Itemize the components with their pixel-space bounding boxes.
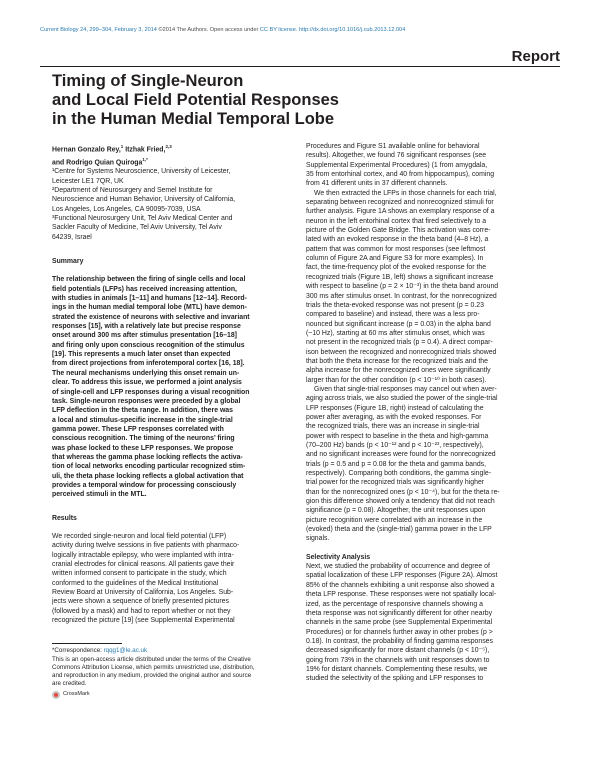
body-line: spatial localization of these LFP responses (Figure 2A). Almost <box>306 572 498 580</box>
body-line: from 41 different units in 37 different channels. <box>306 180 448 188</box>
body-line: trials (p = 0.5 and p = 0.08 for the theta and gamma bands, <box>306 460 487 468</box>
title-line: Timing of Single-Neuron <box>52 72 244 90</box>
results-heading: Results <box>52 514 77 522</box>
body-line: 300 ms after stimulus onset. In contrast, for the nonrecognized <box>306 292 497 300</box>
body-line: and no significant increases were found for the nonrecognized <box>306 451 496 459</box>
results-line: cranial electrodes for clinical reasons. All patients gave their <box>52 561 235 568</box>
summary-line: conscious recognition. The timing of the neurons’ firing <box>52 435 235 443</box>
para-1 <box>306 142 559 189</box>
summary-line: was phase locked to these LFP responses. We propose <box>52 444 234 452</box>
body-line: than for the nonrecognized ones (p < 10⁻⁴), but for the theta re- <box>306 488 500 496</box>
summary-line: tion of local networks encoding particular recognized stim- <box>52 463 246 471</box>
results-line: logically intractable epilepsy, who were implanted with intra- <box>52 551 234 559</box>
summary-line: perceived stimuli in the MTL. <box>52 491 147 499</box>
body-line: lated with an evoked response in the theta band (4–8 Hz), a <box>306 236 489 244</box>
body-line: larger than for the other condition (p < 10⁻¹⁰ in both cases). <box>306 376 487 384</box>
body-line: the recognized trials, there was an increase in single-trial <box>306 423 480 431</box>
body-line: pattern that was common for most responses (see leftmost <box>306 245 486 253</box>
summary-line: of single-cell and LFP responses during a visual recognition <box>52 388 250 396</box>
summary-line: responses [15], with a relatively late but precise response <box>52 323 241 331</box>
summary-line: provides a temporal window for processing consciously <box>52 481 237 489</box>
footnote-rule <box>52 643 122 644</box>
body-line: picture recognition were correlated with an increase in the <box>306 516 483 524</box>
correspondence: *Correspondence: rqqg1@le.ac.uk <box>52 647 148 655</box>
affiliation-line: Neuroscience and Human Behavior, University of California, <box>52 196 236 204</box>
body-line: with respect to baseline (p = 2 × 10⁻³) in the theta band around <box>306 283 499 291</box>
body-line: (evoked) theta and the (single-trial) gamma power in the LFP <box>306 526 492 534</box>
body-line: trials the theta-evoked response was not present (p = 0.23 <box>306 301 484 309</box>
journal-citation: Current Biology 24, 299–304, February 3, 2014 <box>40 27 157 33</box>
summary-line: task. Single-neuron responses were preceded by a global <box>52 397 241 405</box>
body-line: LFP responses (Figure 1B, right) instead of calculating the <box>306 404 484 412</box>
summary-line: strated the existence of neurons with selective and invariant <box>52 313 250 321</box>
body-line: compared to baseline) and instead, there was a less pro- <box>306 311 480 319</box>
body-line: fact, the time-frequency plot of the evoked response for the <box>306 264 487 272</box>
results-line: conformed to the guidelines of the Medical Institutional <box>52 579 219 587</box>
body-line: Procedures and Figure S1 available online for behavioral <box>306 143 480 150</box>
selectivity-heading: Selectivity Analysis <box>306 553 371 561</box>
title-line: in the Human Medial Temporal Lobe <box>52 110 335 128</box>
summary-line: gamma power. These LFP responses correlated with <box>52 425 224 433</box>
body-line: Procedures) or for channels further away in other probes (p > <box>306 628 493 636</box>
affiliation-line: ³Functional Neurosurgery Unit, Tel Aviv Medical Center and <box>52 215 233 222</box>
body-line: further analysis. Figure 1A shows an exemplary response of a <box>306 208 495 216</box>
license-line: and reproduction in any medium, provided the original author and source <box>52 672 252 680</box>
body-line: aging across trials, we also studied the power of the single-trial <box>306 395 498 403</box>
summary-line: field potentials (LFPs) has received increasing attention, <box>52 285 237 293</box>
crossmark-icon <box>52 691 60 699</box>
license-line: Commons Attribution License, which permits unrestricted use, distribution, <box>52 663 255 671</box>
header-rule <box>40 66 560 67</box>
summary-line: that whereas the gamma phase locking reflects the activa- <box>52 453 243 461</box>
crossmark-label: CrossMark <box>63 691 90 698</box>
body-line: ison between the recognized and nonrecognized trials showed <box>306 348 497 356</box>
affiliation-line: Los Angeles, Los Angeles, CA 90095-7039, USA <box>52 205 201 213</box>
footnotes <box>52 647 304 701</box>
body-line: going from 73% in the channels with unit responses down to <box>306 656 490 664</box>
results-line: (followed by a mask) and had to report whether or not they <box>52 607 231 615</box>
body-line: signals. <box>306 535 330 543</box>
left-column <box>52 142 304 702</box>
license-line: This is an open-access article distributed under the terms of the Creative <box>52 655 251 663</box>
body-line: (70–200 Hz) bands (p < 10⁻¹² and p < 10⁻²³, respectively), <box>306 442 484 449</box>
para-4 <box>306 562 559 683</box>
body-line: alpha increase for the nonrecognized ones were significantly <box>306 367 491 375</box>
body-line: 19% for distant channels. Complementing these results, we <box>306 665 488 673</box>
affiliation-line: ¹Centre for Systems Neuroscience, University of Leicester, <box>52 168 231 176</box>
body-line: respectively). Comparing both conditions, the gamma single- <box>306 470 491 478</box>
summary-line: The relationship between the firing of single cells and local <box>52 276 246 284</box>
body-line: studied the selectivity of the spiking and LFP responses to <box>306 675 484 683</box>
body-line: not present in the recognized trials (p = 0.4). A direct compar- <box>306 339 493 347</box>
para-2-cont <box>306 198 559 385</box>
body-line: trial power for the recognized trials was significantly higher <box>306 479 485 487</box>
results-line: Review Board at University of California, Los Angeles. Sub- <box>52 589 234 597</box>
body-line: neuron in the left entorhinal cortex that fired selectively to a <box>306 217 487 225</box>
body-line: picture of the Golden Gate Bridge. This activation was corre- <box>306 227 491 235</box>
body-line: We then extracted the LFPs in those channels for each trial, <box>314 189 497 197</box>
summary-line: LFP deflection in the theta range. In addition, there was <box>52 407 233 415</box>
summary-line: [19]. This represents a much later onset than expected <box>52 351 231 359</box>
body-line: Next, we studied the probability of occurrence and degree of <box>306 563 490 571</box>
summary-line: ings in the human medial temporal lobe (MTL) have demon- <box>52 304 247 312</box>
affiliation-line: Sackler Faculty of Medicine, Tel Aviv University, Tel Aviv <box>52 224 222 232</box>
body-line: power with respect to baseline in the theta and high-gamma <box>306 432 489 440</box>
results-line: written informed consent to participate in the study, which <box>52 570 227 578</box>
results-line: activity during twelve sessions in five patients with pharmaco- <box>52 542 240 550</box>
body-line: ized, as the percentage of responsive channels showing a <box>306 600 483 608</box>
body-line: decreased significantly for more distant channels (p < 10⁻⁵), <box>306 647 490 655</box>
affiliation-line: ²Department of Neurosurgery and Semel Institute for <box>52 186 213 194</box>
body-line: that both the theta increase for the recognized trials and the <box>306 357 488 365</box>
article-type-label: Report <box>511 48 560 65</box>
body-line: recognized trials (Figure 1B, left) shows a significant increase <box>306 273 494 281</box>
body-line: Supplemental Experimental Procedures) (1 from amygdala, <box>306 161 488 169</box>
summary-line: with studies in animals [1–11] and humans [12–14]. Record- <box>52 295 247 303</box>
body-line: Given that single-trial responses may cancel out when aver- <box>314 385 497 393</box>
body-line: results). Altogether, we found 76 significant responses (see <box>306 152 487 160</box>
crossmark-badge[interactable] <box>52 690 90 698</box>
summary-text <box>52 275 304 499</box>
body-line: nounced but significant increase (p = 0.03) in the alpha band <box>306 320 491 328</box>
para-3 <box>306 385 559 394</box>
summary-line: from direct projections from inferotemporal cortex [16, 18]. <box>52 360 245 368</box>
copyright: ©2014 The Authors. <box>158 27 209 33</box>
license-line: are credited. <box>52 680 87 688</box>
body-line: 0.18). In contrast, the probability of finding gamma responses <box>306 637 493 645</box>
para-3-cont <box>306 394 559 544</box>
authors-line-2: and Rodrigo Quian Quiroga$^{1,*}$ <box>52 156 148 166</box>
title-line: and Local Field Potential Responses <box>52 91 339 109</box>
body-line: theta response was not significantly different for other nearby <box>306 609 493 617</box>
license-note: Open access under <box>209 27 259 33</box>
body-line: power after averaging, as with the evoked responses. For <box>306 413 482 421</box>
article-title <box>52 72 412 129</box>
body-line: significance (p = 0.08). Altogether, the unit responses upon <box>306 507 486 515</box>
affiliations <box>52 167 304 242</box>
running-header <box>40 27 405 33</box>
right-column <box>306 142 559 684</box>
summary-line: uli, the theta phase locking reflects a global activation that <box>52 472 244 480</box>
body-line: (~10 Hz), starting at 60 ms after stimulus onset, which was <box>306 329 485 337</box>
results-line: We recorded single-neuron and local field potential (LFP) <box>52 532 227 540</box>
license-link[interactable]: CC BY license. <box>259 27 298 33</box>
summary-line: clear. To address this issue, we performed a joint analysis <box>52 379 242 387</box>
summary-line: onset around 300 ms after stimulus presentation [16–18] <box>52 332 237 340</box>
affiliation-line: Leicester LE1 7QR, UK <box>52 177 124 185</box>
body-line: 85% of the channels exhibiting a unit response also showed a <box>306 581 495 589</box>
summary-line: The neural mechanisms underlying this onset remain un- <box>52 369 240 377</box>
summary-line: a local and stimulus-specific increase in the single-trial <box>52 416 233 424</box>
affiliation-line: 64239, Israel <box>52 233 92 241</box>
body-line: separating between recognized and nonrecognized stimuli for <box>306 199 494 207</box>
results-line: jects were shown a sequence of briefly presented pictures <box>52 598 229 606</box>
authors-line-1: Hernan Gonzalo Rey,$^1$ Itzhak Fried,$^{2,3}$ <box>52 144 172 154</box>
body-line: channels in the same probe (see Supplemental Experimental <box>306 619 493 627</box>
correspondence-email[interactable]: rqqg1@le.ac.uk <box>103 647 148 655</box>
body-line: theta LFP response. These responses were not spatially local- <box>306 591 497 599</box>
summary-line: and firing only upon conscious recognition of the stimulus <box>52 341 245 349</box>
body-line: 35 from entorhinal cortex, and 40 from hippocampus), coming <box>306 171 495 179</box>
body-line: gion this difference showed only a tendency that did not reach <box>306 498 495 506</box>
results-text <box>52 532 304 625</box>
doi-link[interactable]: http://dx.doi.org/10.1016/j.cub.2013.12.004 <box>298 27 406 33</box>
para-2 <box>306 189 559 198</box>
results-line: recognized the picture [19] (see Supplemental Experimental <box>52 617 235 625</box>
body-line: column of Figure 2A and Figure S3 for more examples). In <box>306 255 484 263</box>
summary-heading: Summary <box>52 258 84 266</box>
